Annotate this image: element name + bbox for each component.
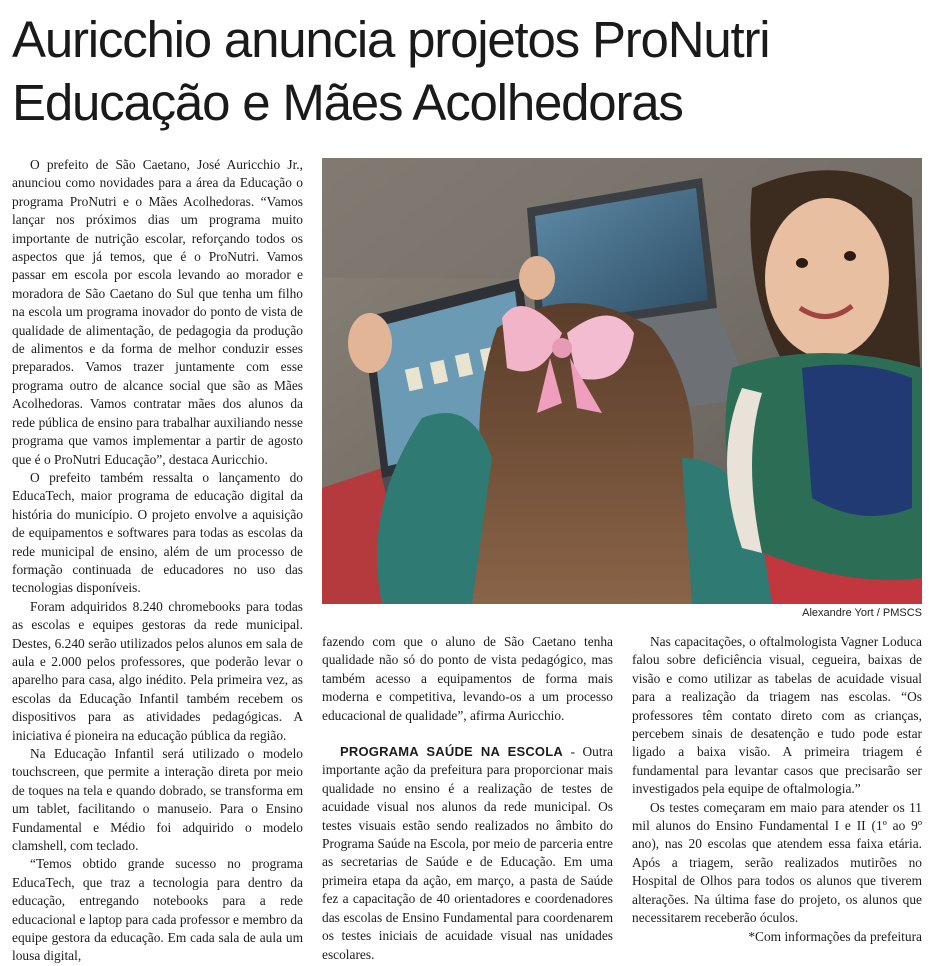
paragraph: Na Educação Infantil será utilizado o modelo touchscreen, que permite a interação direta por meio de toques na tela e quando dobrado, se transforma em um tablet, facilitando o manuseio. Para o Ensino Fundamental e Médio foi adquirido o modelo clamshell, com teclado.	[12, 746, 303, 854]
paragraph: Os testes começaram em maio para atender os 11 mil alunos do Ensino Fundamental I e II (1º ao 9º ano), nas 20 escolas que atendem essa faixa etária. Após a triagem, serão realizados mutirões no Hospital de Olhos para todos os alunos que tiverem alterações. Na última fase do projeto, os alunos que necessitarem receberão óculos.	[632, 799, 922, 926]
photo-credit: Alexandre Yort / PMSCS	[802, 607, 922, 619]
photo-children-laptops	[322, 158, 922, 604]
article-column-3	[632, 633, 922, 946]
article-column-1	[12, 156, 303, 966]
article-column-2	[322, 633, 613, 964]
paragraph: Nas capacitações, o oftalmologista Vagner Loduca falou sobre deficiência visual, cegueira, baixas de visão e como utilizar as tabelas de acuidade visual para a realização da triagem nas escolas. “Os professores têm contato direto com as crianças, percebem sinais de desatenção e tudo pode estar ligado a baixa visão. A primeira triagem é fundamental para levantar casos que precisarão ser investigados pela equipe de oftalmologia.”	[632, 634, 922, 797]
paragraph: O prefeito também ressalta o lançamento do EducaTech, maior programa de educação digital da história do município. O projeto envolve a aquisição de equipamentos e softwares para todas as escolas da rede municipal de ensino, além de um processo de formação continuada de educadores no uso das tecnologias disponíveis.	[12, 469, 303, 596]
paragraph: Foram adquiridos 8.240 chromebooks para todas as escolas e equipes gestoras da rede municipal. Destes, 6.240 serão utilizados pelos alunos em sala de aula e 2.000 pelos professores, que poderão levar o aparelho para casa, algo inédito. Pela primeira vez, as escolas da Educação Infantil também recebem os dispositivos para as atividades pedagógicas. A iniciativa é pioneira na educação pública da região.	[12, 598, 303, 743]
paragraph: O prefeito de São Caetano, José Auricchio Jr., anunciou como novidades para a área da Educação o programa ProNutri e o Mães Acolhedoras. “Vamos lançar nos próximos dias um programa muito importante de nutrição escolar, reforçando todos os aspectos que já temos, que é o ProNutri. Vamos passar em escola por escola levando ao morador e moradora de São Caetano do Sul que tenha um filho na escola um programa inovador do ponto de vista de qualidade de alimentação, de pedagogia da produção de alimentos e da forma de melhor conduzir esses preparados. Vamos trazer juntamente com esse programa outro de alcance social que são as Mães Acolhedoras. Vamos contratar mães dos alunos da rede pública de ensino para trabalhar auxiliando nesse programa que vamos implementar a partir de agosto que é o ProNutri Educação”, destaca Auricchio.	[12, 157, 303, 467]
headline: Auricchio anuncia projetos ProNutri Educação e Mães Acolhedoras	[12, 11, 770, 131]
paragraph: - Outra importante ação da prefeitura para proporcionar mais qualidade no ensino é a realização de testes de acuidade visual nos alunos da rede municipal. Os testes visuais estão sendo realizados no âmbito do Programa Saúde na Escola, por meio de parceria entre as secretarias de Saúde e de Educação. Em uma primeira etapa da ação, em março, a pasta de Saúde fez a capacitação de 40 orientadores e coordenadores das escolas de Ensino Fundamental para coordenarem os testes iniciais de acuidade visual nas unidades escolares.	[322, 744, 613, 962]
footnote: *Com informações da prefeitura	[748, 928, 922, 944]
article-photo	[322, 158, 922, 604]
paragraph: fazendo com que o aluno de São Caetano tenha qualidade não só do ponto de vista pedagógico, mas também acesso a equipamentos de forma mais moderna e competitiva, levando-os a um processo educacional de qualidade”, afirma Auricchio.	[322, 634, 613, 723]
section-subhead: PROGRAMA SAÚDE NA ESCOLA	[340, 744, 563, 760]
paragraph: “Temos obtido grande sucesso no programa EducaTech, que traz a tecnologia para dentro da educação, entregando notebooks para a rede educacional e laptop para cada professor e membro da equipe gestora da educação. Em cada sala de aula um lousa digital,	[12, 856, 303, 964]
